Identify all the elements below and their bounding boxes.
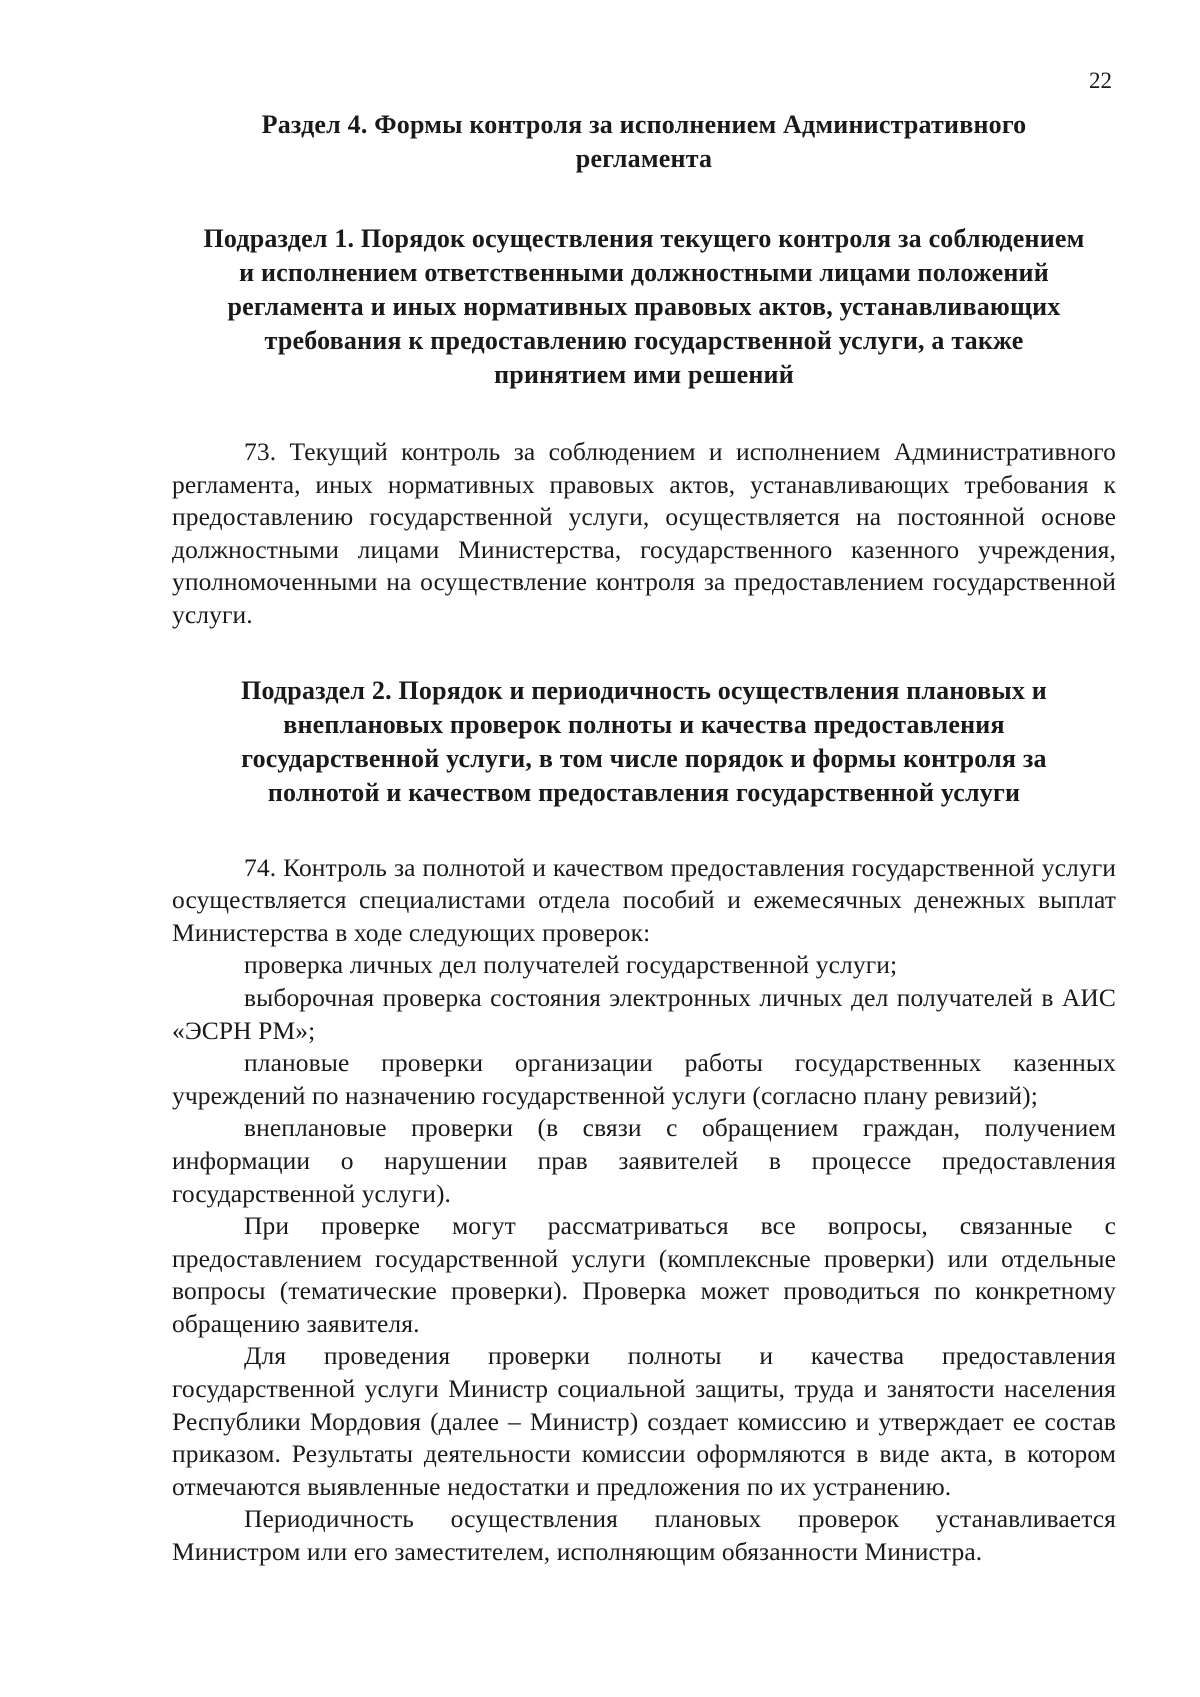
document-body <box>172 108 1116 1569</box>
section-title: Раздел 4. Формы контроля за исполнением Административного регламента <box>261 110 1027 173</box>
paragraph-commission: Для проведения проверки полноты и качества предоставления государственной услуги Министр социальной защиты, труда и занятости населения Республики Мордовия (далее – Министр) создает комиссию и утверждает ее состав приказом. Результаты деятельности комиссии оформляются в виде акта, в котором отмечаются выявленные недостатки и предложения по их устранению. <box>172 1341 1116 1501</box>
list-item-planned-inspections: плановые проверки организации работы государственных казенных учреждений по назначению государственной услуги (согласно плану ревизий); <box>172 1048 1116 1110</box>
list-item-electronic-files-check: выборочная проверка состояния электронных личных дел получателей в АИС «ЭСРН РМ»; <box>172 982 1116 1045</box>
paragraph-inspection-scope: При проверке могут рассматриваться все вопросы, связанные с предоставлением государственной услуги (комплексные проверки) или отдельные вопросы (тематические проверки). Проверка может проводиться по конкретному обращению заявителя. <box>172 1211 1116 1338</box>
paragraph-periodicity: Периодичность осуществления плановых проверок устанавливается Министром или его заместителем, исполняющим обязанности Министра. <box>172 1504 1116 1567</box>
list-item-unplanned-inspections: внеплановые проверки (в связи с обращением граждан, получением информации о нарушении прав заявителей в процессе предоставления государственной услуги). <box>172 1113 1116 1208</box>
paragraph-73: 73. Текущий контроль за соблюдением и исполнением Административного регламента, иных нормативных правовых актов, устанавливающих требования к предоставлению государственной услуги, осуществляется на постоянной основе должностными лицами Министерства, государственного казенного учреждения, уполномоченными на осуществление контроля за предоставлением государственной услуги. <box>172 437 1116 629</box>
paragraph-74: 74. Контроль за полнотой и качеством предоставления государственной услуги осуществляется специалистами отдела пособий и ежемесячных денежных выплат Министерства в ходе следующих проверок: <box>172 852 1116 947</box>
list-item-personal-files-check: проверка личных дел получателей государственной услуги; <box>244 950 898 980</box>
subsection-2-title: Подраздел 2. Порядок и периодичность осуществления плановых и внеплановых проверок полноты и качества предоставления государственной услуги, в том числе порядок и формы контроля за полнотой и качеством предоставления государственной услуги <box>241 675 1047 807</box>
page-number: 22 <box>1089 68 1112 93</box>
subsection-1-title: Подраздел 1. Порядок осуществления текущего контроля за соблюдением и исполнением ответственными должностными лицами положений регламента и иных нормативных правовых актов, устанавливающих требования к предоставлению государственной услуги, а также принятием ими решений <box>203 224 1085 389</box>
